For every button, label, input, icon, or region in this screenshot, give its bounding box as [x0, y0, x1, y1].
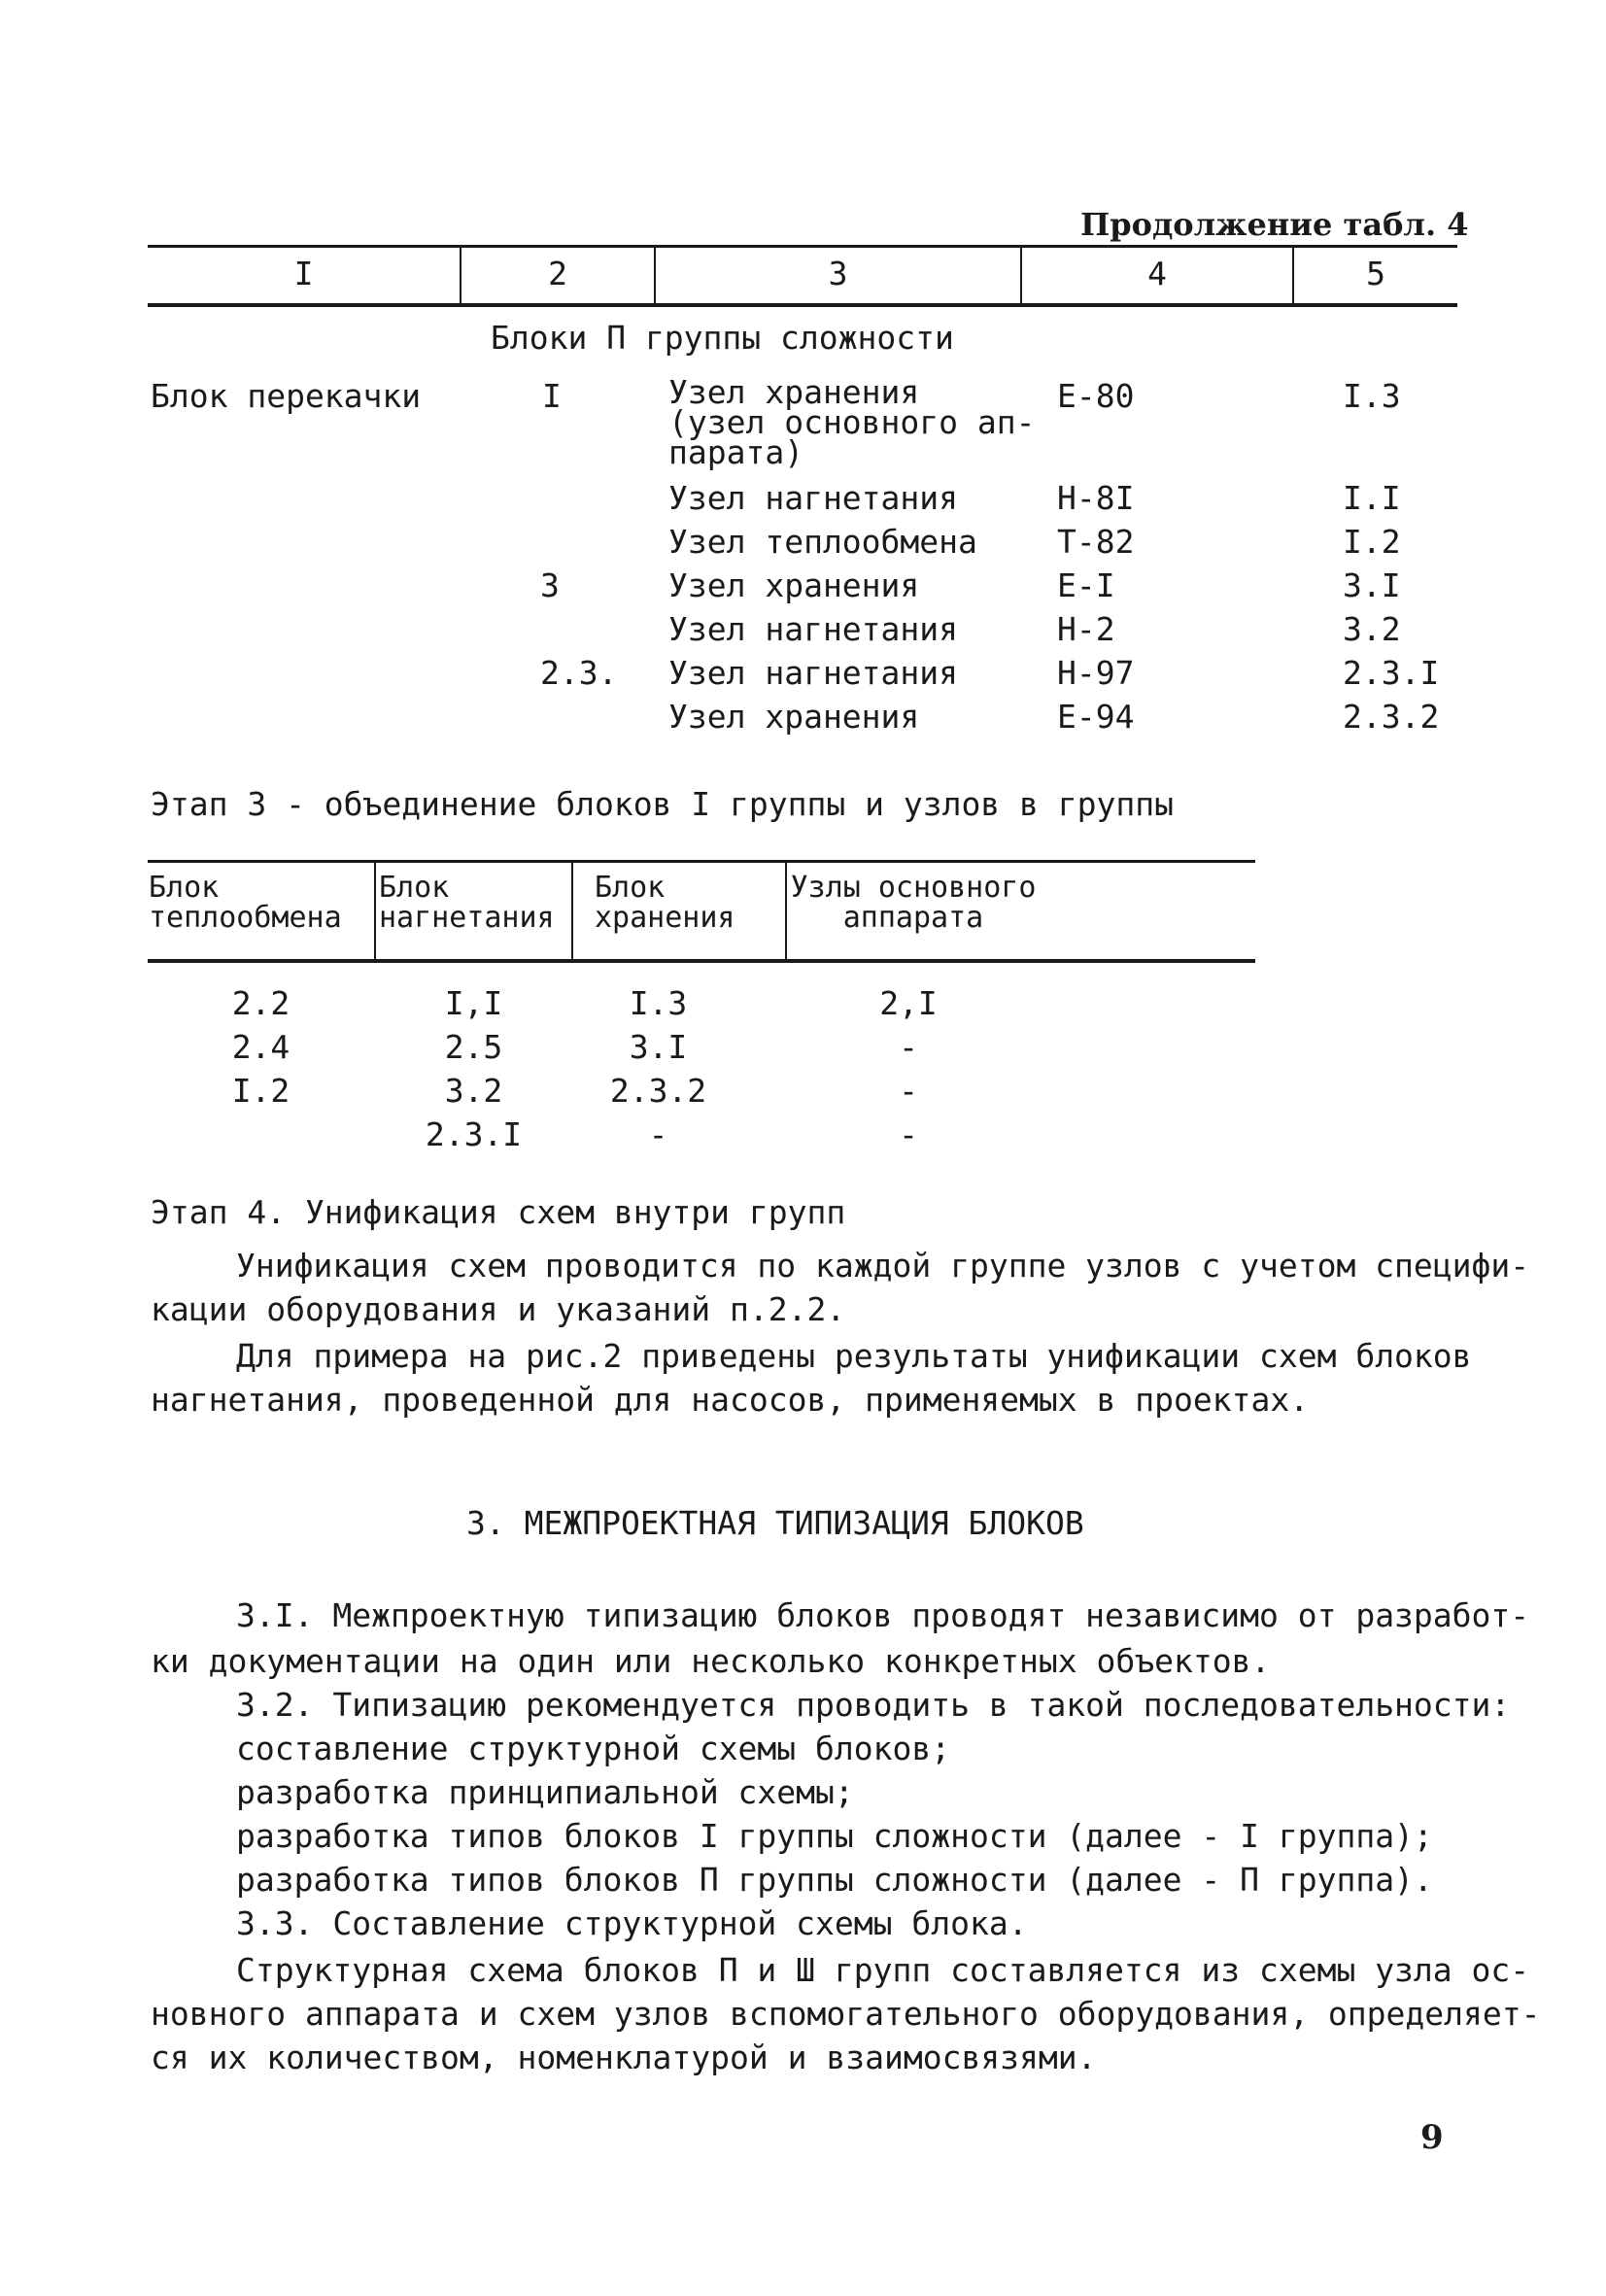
paragraph-line: ся их количеством, номенклатурой и взаимосвязями. [151, 2039, 1097, 2076]
stage3-title: Этап 3 - объединение блоков I группы и узлов в группы [151, 785, 1174, 823]
paragraph-line: новного аппарата и схем узлов вспомогательного оборудования, определяет- [151, 1995, 1541, 2033]
table-cell-col5: 3.2 [1343, 610, 1401, 648]
stage3-cell: 2.3.I [425, 1115, 523, 1153]
paragraph-line: составление структурной схемы блоков; [236, 1730, 951, 1767]
stage3-cell: 2.2 [231, 984, 290, 1022]
table-cell-col4: Н-8I [1057, 479, 1135, 517]
table-header-cell: 4 [1147, 255, 1167, 292]
table-cell-col3: Узел нагнетания [668, 479, 959, 517]
stage3-cell: 3.2 [444, 1072, 503, 1110]
stage3-cell: I.2 [231, 1072, 290, 1110]
paragraph-line: Структурная схема блоков П и Ш групп составляется из схемы узла ос- [236, 1951, 1530, 1989]
paragraph-line: Для примера на рис.2 приведены результаты унификации схем блоков [236, 1337, 1472, 1375]
table-cell-col3: Узел нагнетания [668, 610, 959, 648]
stage3-cell: - [899, 1072, 918, 1110]
table-cell-col3: Узел нагнетания [668, 654, 959, 692]
table-cell-col5: 3.I [1343, 566, 1401, 604]
table-cell-col3: Узел хранения (узел основного ап- парата) [668, 373, 1036, 471]
table-cell-col5: 2.3.2 [1343, 698, 1440, 736]
table-cell-col4: Т-82 [1057, 523, 1135, 561]
table-top-rule [148, 245, 1457, 248]
table-cell-col4: Е-80 [1057, 377, 1135, 415]
table-cell-col4: Е-94 [1057, 698, 1135, 736]
paragraph-line: нагнетания, проведенной для насосов, применяемых в проектах. [151, 1381, 1310, 1419]
stage4-title: Этап 4. Унификация схем внутри групп [151, 1193, 846, 1231]
stage3-table-top-rule [148, 860, 1255, 863]
stage3-header-cell: Узлы основного аппарата [790, 871, 1037, 935]
table-caption: Продолжение табл. 4 [1080, 206, 1469, 243]
table-cell-col3: Узел хранения [668, 698, 920, 736]
paragraph-line: 3.I. Межпроектную типизацию блоков проводят независимо от разработ- [236, 1596, 1530, 1634]
paragraph-line: 3.3. Составление структурной схемы блока. [236, 1904, 1028, 1942]
stage3-cell: 3.I [629, 1028, 688, 1066]
paragraph-line: разработка типов блоков П группы сложности (далее - П группа). [236, 1861, 1433, 1899]
stage3-header-cell: Блок теплообмена [149, 871, 342, 935]
table-cell-col3: Узел хранения [668, 566, 920, 604]
stage3-cell: 2.5 [444, 1028, 503, 1066]
table-cell-col4: Н-97 [1057, 654, 1135, 692]
paragraph-line: ки документации на один или несколько конкретных объектов. [151, 1642, 1271, 1680]
table-cell-col4: Е-I [1057, 566, 1115, 604]
table-header-cell: 2 [548, 255, 567, 292]
stage3-cell: 2,I [879, 984, 938, 1022]
table-cell-col5: I.2 [1343, 523, 1401, 561]
table-header-rule [148, 303, 1457, 307]
table-header-cell: 3 [828, 255, 848, 292]
page-number: 9 [1420, 2118, 1444, 2157]
stage3-col-divider [571, 862, 573, 961]
table-header-cell: 5 [1366, 255, 1385, 292]
stage3-cell: I,I [444, 984, 503, 1022]
stage3-cell: I.3 [629, 984, 688, 1022]
paragraph-line: 3.2. Типизацию рекомендуется проводить в такой последовательности: [236, 1686, 1511, 1724]
paragraph-line: кации оборудования и указаний п.2.2. [151, 1290, 846, 1328]
block-name: Блок перекачки [151, 377, 422, 415]
stage3-col-divider [374, 862, 376, 961]
group-heading: Блоки П группы сложности [491, 319, 954, 357]
stage3-cell: 2.4 [231, 1028, 290, 1066]
stage3-cell: - [899, 1115, 918, 1153]
table-cell-col3: Узел теплообмена [668, 523, 977, 561]
section-heading: 3. МЕЖПРОЕКТНАЯ ТИПИЗАЦИЯ БЛОКОВ [466, 1504, 1084, 1542]
paragraph-line: разработка принципиальной схемы; [236, 1773, 854, 1811]
table-cell-col5: I.I [1343, 479, 1401, 517]
table-header-cell: I [293, 255, 314, 292]
stage3-table-header-rule [148, 959, 1255, 963]
stage3-header-cell: Блок нагнетания [379, 871, 555, 935]
paragraph-line: разработка типов блоков I группы сложности (далее - I группа); [236, 1817, 1433, 1855]
table-cell-col2: 3 [540, 566, 560, 604]
paragraph-line: Унификация схем проводится по каждой группе узлов с учетом специфи- [236, 1247, 1530, 1285]
table-cell-col2: 2.3. [540, 654, 618, 692]
stage3-cell: - [648, 1115, 668, 1153]
stage3-header-cell: Блок хранения [595, 871, 735, 935]
table-cell-col2: I [542, 377, 562, 415]
table-cell-col5: I.3 [1343, 377, 1401, 415]
table-cell-col5: 2.3.I [1343, 654, 1440, 692]
stage3-cell: - [899, 1028, 918, 1066]
stage3-cell: 2.3.2 [609, 1072, 707, 1110]
table-cell-col4: Н-2 [1057, 610, 1115, 648]
